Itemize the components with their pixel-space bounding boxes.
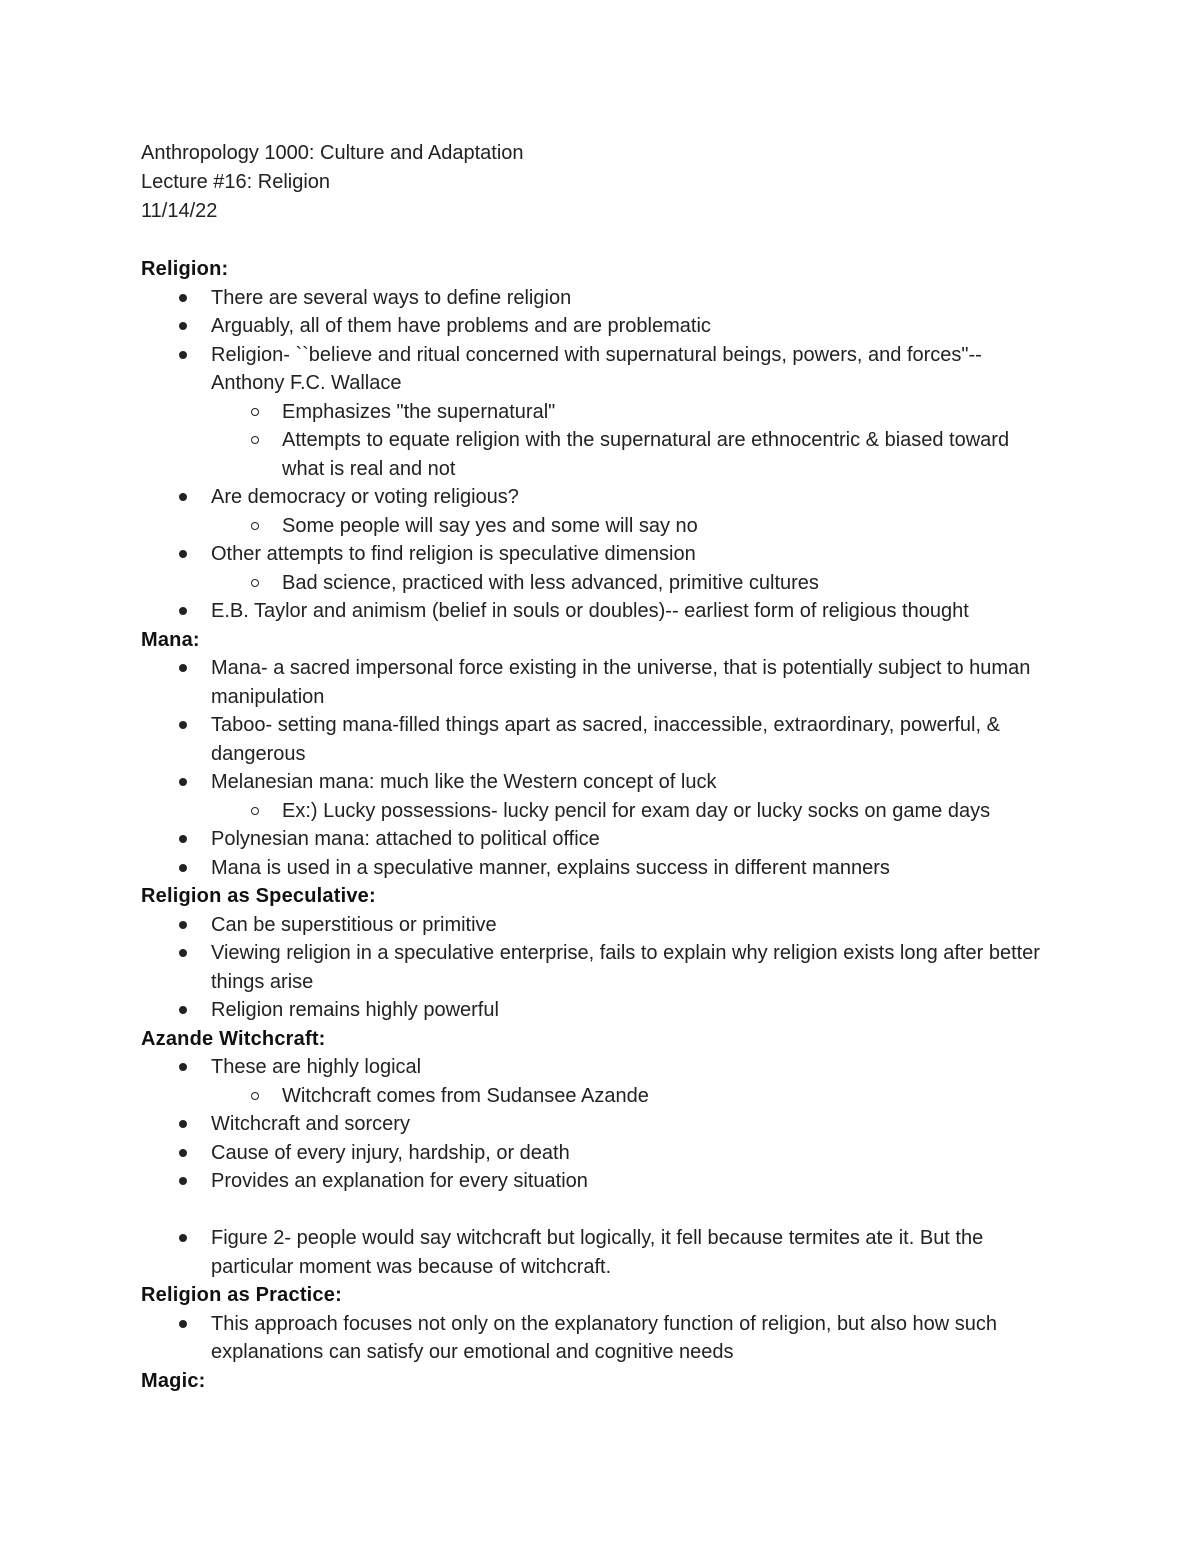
bullet-text: There are several ways to define religion — [211, 286, 572, 309]
hollow-bullet-icon — [251, 522, 259, 530]
section — [141, 1281, 1056, 1367]
bullet-item — [141, 1167, 1056, 1196]
filled-bullet-icon — [179, 1320, 187, 1328]
bullet-text: Provides an explanation for every situation — [211, 1170, 588, 1192]
lecture-title: Lecture #16: Religion — [141, 171, 331, 193]
section — [141, 626, 1056, 883]
sub-bullet-item — [141, 398, 1056, 427]
bullet-text: Emphasizes "the supernatural" — [282, 400, 556, 423]
section-heading: Religion: — [141, 258, 229, 280]
filled-bullet-icon — [179, 550, 187, 558]
section — [141, 255, 1056, 626]
filled-bullet-icon — [179, 1006, 187, 1014]
bullet-text: Mana- a sacred impersonal force existing in the universe, that is potentially subject to human manipulation — [211, 657, 1031, 708]
bullet-text: Taboo- setting mana-filled things apart as sacred, inaccessible, extraordinary, powerful, & dangerous — [211, 714, 1000, 765]
bullet-list — [141, 284, 1056, 626]
bullet-text: Witchcraft and sorcery — [211, 1113, 410, 1135]
filled-bullet-icon — [179, 351, 187, 359]
bullet-text: Polynesian mana: attached to political office — [211, 828, 600, 850]
sub-bullet-item — [141, 797, 1056, 826]
section — [141, 882, 1056, 1025]
bullet-item — [141, 483, 1056, 512]
hollow-bullet-icon — [251, 579, 259, 587]
filled-bullet-icon — [179, 835, 187, 843]
filled-bullet-icon — [179, 1234, 187, 1242]
section-heading: Azande Witchcraft: — [141, 1027, 326, 1050]
sub-bullet-item — [141, 1082, 1056, 1111]
bullet-text: Viewing religion in a speculative enterprise, fails to explain why religion exists long after better things arise — [211, 942, 1040, 993]
bullet-text: Ex:) Lucky possessions- lucky pencil for exam day or lucky socks on game days — [282, 799, 991, 822]
filled-bullet-icon — [179, 664, 187, 672]
section — [141, 1367, 1056, 1396]
bullet-text: Are democracy or voting religious? — [211, 486, 519, 508]
section-heading: Religion as Speculative: — [141, 885, 376, 907]
bullet-text: Cause of every injury, hardship, or death — [211, 1141, 570, 1164]
hollow-bullet-icon — [251, 436, 259, 444]
bullet-text: Some people will say yes and some will say no — [282, 514, 698, 537]
bullet-text: Melanesian mana: much like the Western concept of luck — [211, 771, 717, 793]
bullet-list — [141, 1310, 1056, 1367]
bullet-item — [141, 312, 1056, 341]
bullet-item — [141, 939, 1056, 996]
filled-bullet-icon — [179, 607, 187, 615]
bullet-text: Can be superstitious or primitive — [211, 913, 497, 936]
hollow-bullet-icon — [251, 408, 259, 416]
section — [141, 1025, 1056, 1282]
bullet-text: This approach focuses not only on the explanatory function of religion, but also how such explanations can satisfy our emotional and cognitive needs — [211, 1312, 998, 1363]
filled-bullet-icon — [179, 721, 187, 729]
bullet-item — [141, 341, 1056, 398]
filled-bullet-icon — [179, 949, 187, 957]
bullet-item — [141, 1224, 1056, 1281]
bullet-item — [141, 1310, 1056, 1367]
filled-bullet-icon — [179, 1063, 187, 1071]
sub-bullet-item — [141, 426, 1056, 483]
bullet-item — [141, 911, 1056, 940]
bullet-text: Arguably, all of them have problems and are problematic — [211, 315, 711, 337]
bullet-text: E.B. Taylor and animism (belief in souls or doubles)-- earliest form of religious thought — [211, 600, 969, 622]
bullet-list — [141, 654, 1056, 882]
section-heading: Mana: — [141, 628, 200, 651]
bullet-item — [141, 711, 1056, 768]
bullet-text: Religion remains highly powerful — [211, 999, 499, 1021]
section-heading: Magic: — [141, 1369, 206, 1392]
filled-bullet-icon — [179, 322, 187, 330]
bullet-item — [141, 1139, 1056, 1168]
filled-bullet-icon — [179, 1120, 187, 1128]
bullet-item — [141, 854, 1056, 883]
sub-bullet-item — [141, 569, 1056, 598]
bullet-text: Witchcraft comes from Sudansee Azande — [282, 1084, 649, 1107]
filled-bullet-icon — [179, 921, 187, 929]
bullet-item — [141, 654, 1056, 711]
bullet-text: These are highly logical — [211, 1056, 422, 1078]
filled-bullet-icon — [179, 778, 187, 786]
section-heading: Religion as Practice: — [141, 1284, 342, 1306]
filled-bullet-icon — [179, 1177, 187, 1185]
bullet-item — [141, 768, 1056, 797]
bullet-text: Attempts to equate religion with the supernatural are ethnocentric & biased toward what is real and not — [282, 429, 1010, 480]
bullet-item — [141, 597, 1056, 626]
bullet-item — [141, 1110, 1056, 1139]
bullet-item — [141, 825, 1056, 854]
bullet-list — [141, 1053, 1056, 1281]
filled-bullet-icon — [179, 864, 187, 872]
bullet-item — [141, 284, 1056, 313]
filled-bullet-icon — [179, 294, 187, 302]
bullet-item — [141, 540, 1056, 569]
bullet-text: Bad science, practiced with less advanced, primitive cultures — [282, 571, 819, 594]
lecture-date: 11/14/22 — [141, 200, 218, 222]
bullet-text: Mana is used in a speculative manner, explains success in different manners — [211, 856, 890, 879]
bullet-text: Religion- ``believe and ritual concerned with supernatural beings, powers, and forces"-- Anthony F.C. Wallace — [211, 343, 982, 394]
notes-sections — [141, 255, 1056, 1395]
filled-bullet-icon — [179, 493, 187, 501]
blank-line — [141, 226, 1056, 255]
bullet-text: Figure 2- people would say witchcraft but logically, it fell because termites ate it. But the particular moment was because of witchcraft. — [211, 1227, 984, 1278]
document-body — [141, 139, 1056, 1395]
bullet-list — [141, 911, 1056, 1025]
hollow-bullet-icon — [251, 1092, 259, 1100]
bullet-item — [141, 1053, 1056, 1082]
sub-bullet-item — [141, 512, 1056, 541]
filled-bullet-icon — [179, 1149, 187, 1157]
course-title: Anthropology 1000: Culture and Adaptation — [141, 142, 524, 164]
hollow-bullet-icon — [251, 807, 259, 815]
bullet-item — [141, 996, 1056, 1025]
bullet-text: Other attempts to find religion is speculative dimension — [211, 543, 696, 565]
